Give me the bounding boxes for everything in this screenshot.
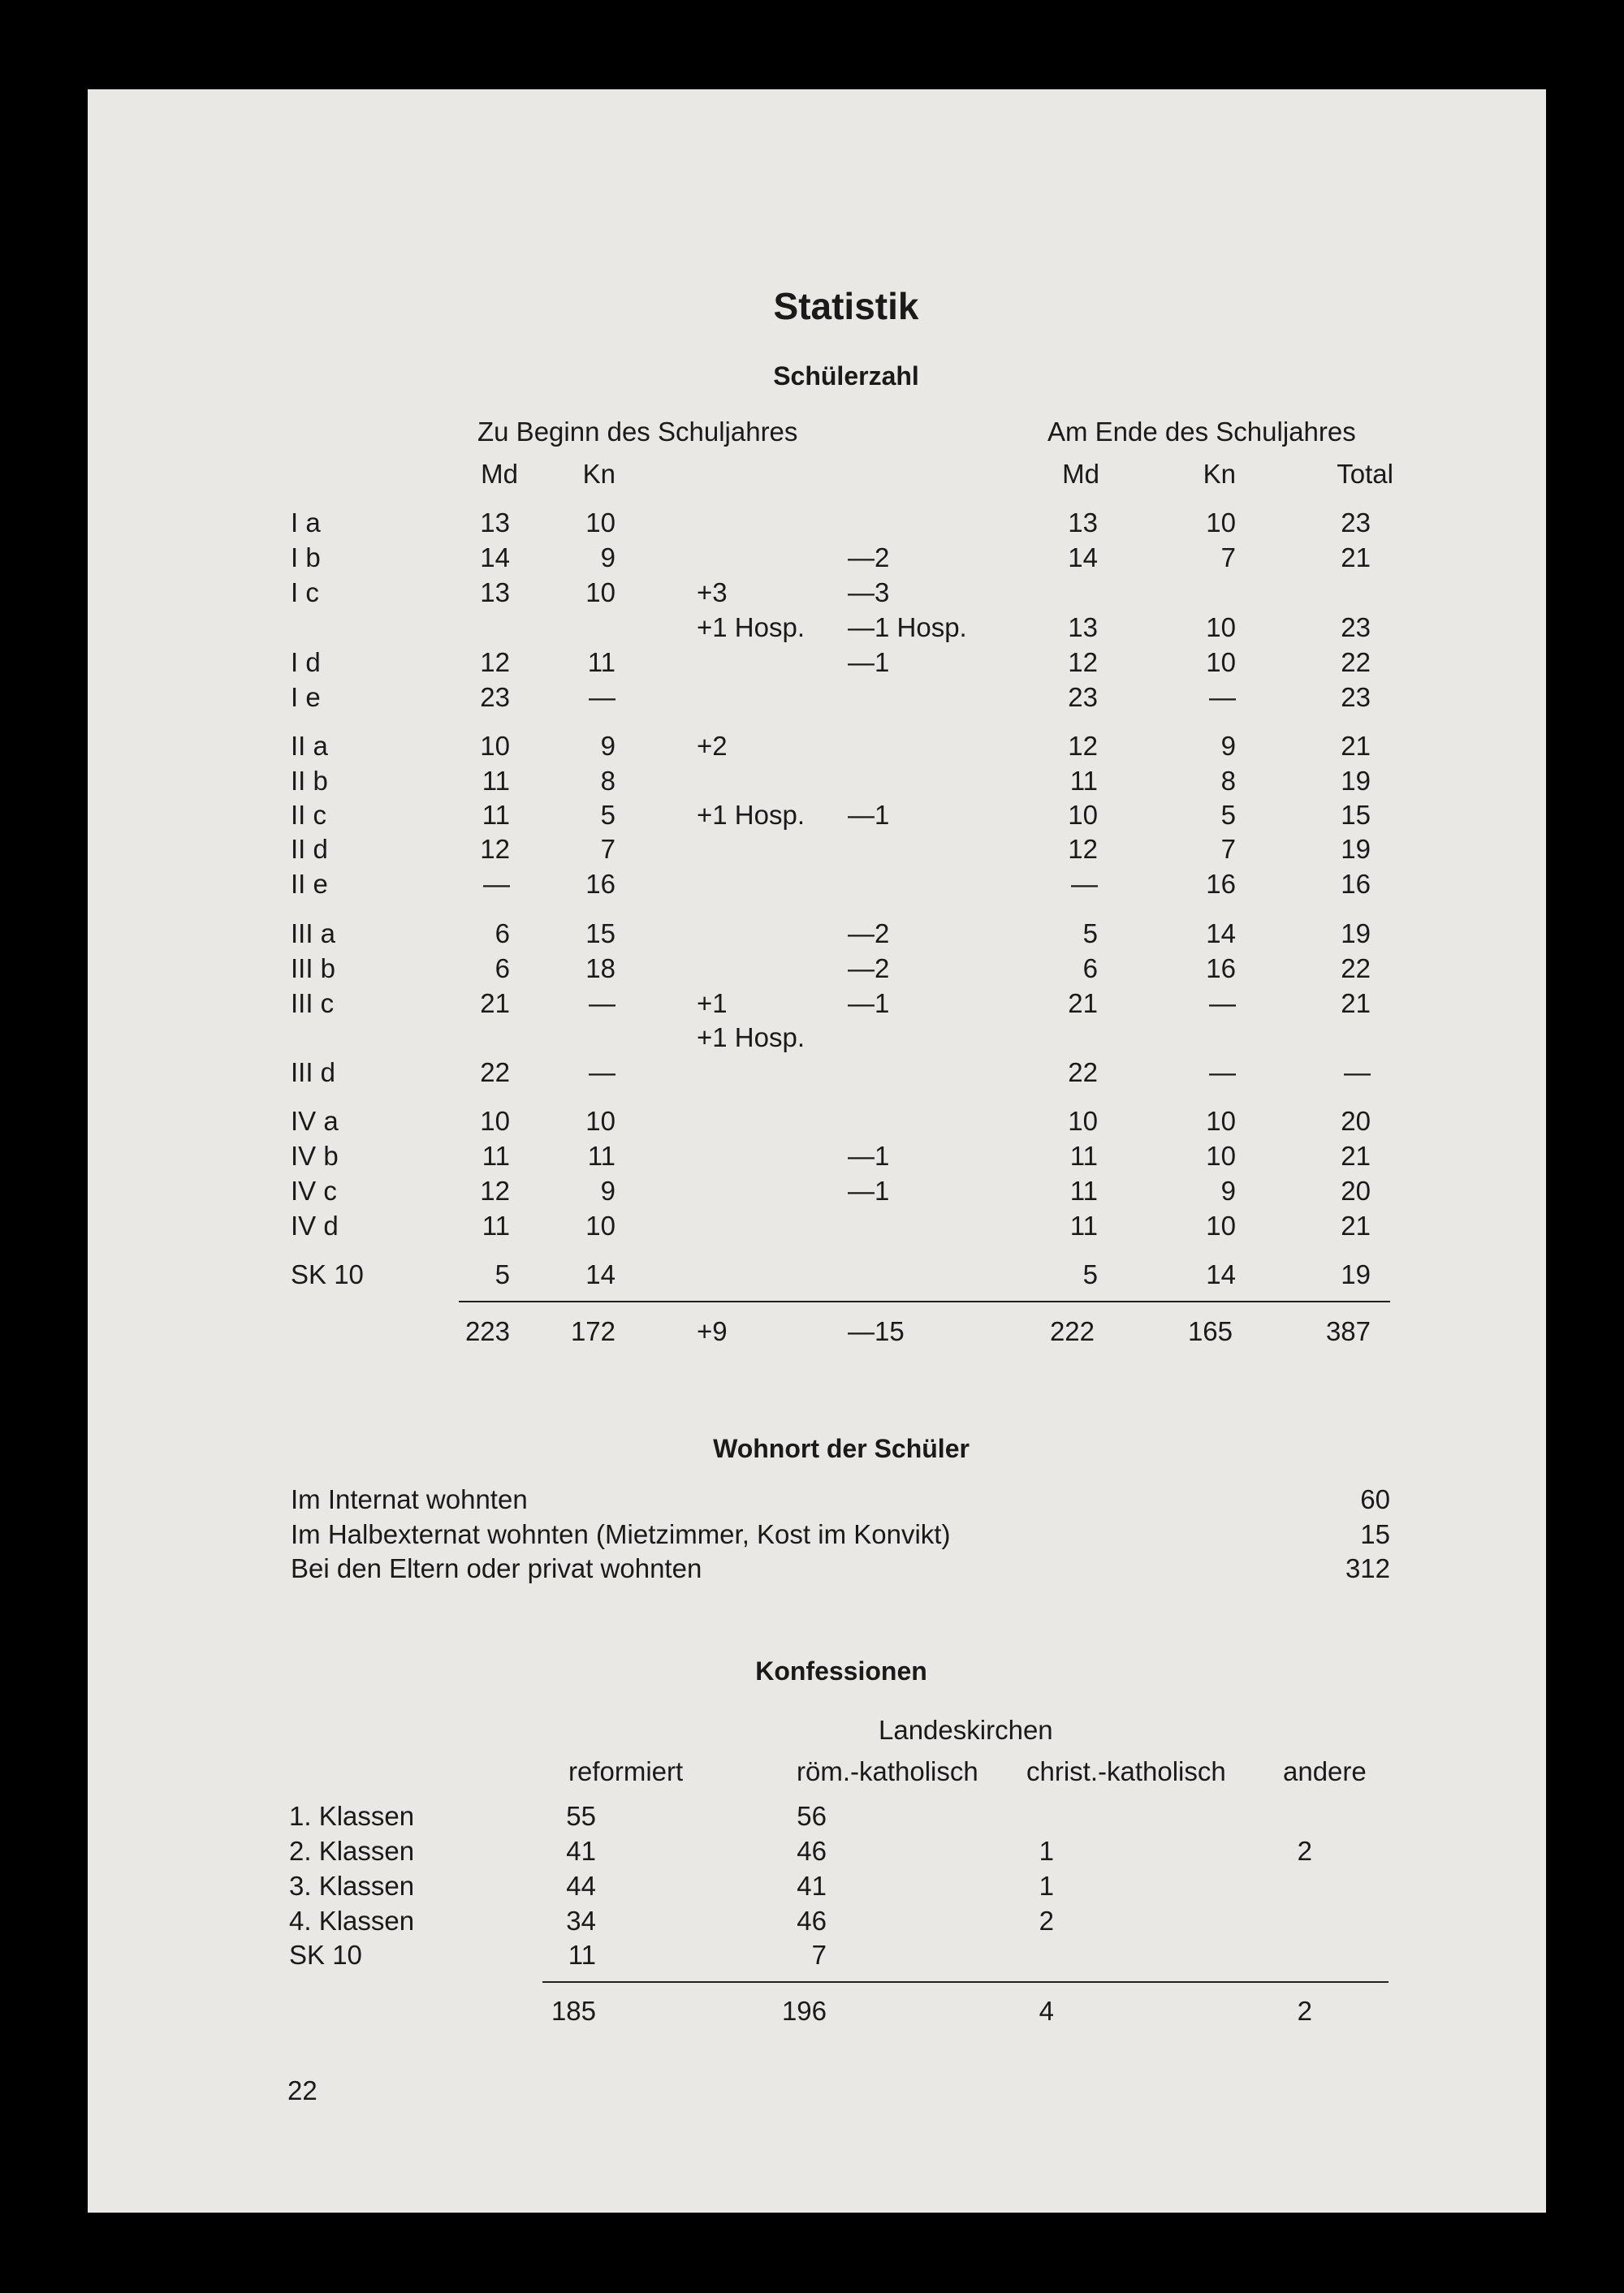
cell-zugang: +1 Hosp. <box>697 1022 805 1052</box>
total-zugang: +9 <box>697 1316 728 1346</box>
cell-abgang: —1 Hosp. <box>848 612 967 642</box>
cell-md-begin: 23 <box>480 682 510 712</box>
wohnort-label: Im Internat wohnten <box>291 1484 528 1514</box>
cell-total: 22 <box>1341 953 1371 983</box>
cell-zugang: +1 <box>697 988 728 1018</box>
cell-zugang: +2 <box>697 731 728 761</box>
cell-md-begin: 6 <box>495 918 510 948</box>
group-begin-label: Zu Beginn des Schuljahres <box>477 417 798 447</box>
cell-md-end: 14 <box>1068 542 1098 572</box>
cell-total: 19 <box>1341 1259 1371 1289</box>
cell-abgang: —1 <box>848 1141 890 1171</box>
cell-md-end: 10 <box>1068 1106 1098 1136</box>
cell-kn-begin: 9 <box>600 731 615 761</box>
cell-md-begin: 11 <box>482 1211 510 1241</box>
cell-abgang: —2 <box>848 953 890 983</box>
row-class-label: I a <box>291 507 321 538</box>
page-title: Statistik <box>773 285 919 327</box>
cell-kn-begin: 16 <box>585 869 615 899</box>
cell-md-end: 22 <box>1068 1057 1098 1087</box>
cell-kn-end: 10 <box>1206 1141 1236 1171</box>
cell-md-begin: 22 <box>480 1057 510 1087</box>
cell-md-end: 13 <box>1068 507 1098 538</box>
cell-zugang: +1 Hosp. <box>697 800 805 830</box>
cell-zugang: +1 Hosp. <box>697 612 805 642</box>
cell-reformiert: 55 <box>566 1801 596 1831</box>
row-class-label: IV a <box>291 1106 339 1136</box>
cell-total: 23 <box>1341 612 1371 642</box>
cell-total: 21 <box>1341 542 1371 572</box>
cell-kn-begin: — <box>589 682 615 712</box>
cell-md-begin: 11 <box>482 800 510 830</box>
cell-kn-begin: 10 <box>585 1106 615 1136</box>
cell-abgang: —1 <box>848 647 890 677</box>
cell-md-end: 12 <box>1068 834 1098 864</box>
cell-kn-begin: — <box>589 1057 615 1087</box>
konfession-row-label: 1. Klassen <box>289 1801 415 1831</box>
konfessionen-sum-rule <box>542 1981 1389 1983</box>
cell-kn-end: 9 <box>1220 1176 1236 1206</box>
konfessionen-heading: Konfessionen <box>755 1656 927 1686</box>
cell-kn-end: 10 <box>1206 612 1236 642</box>
cell-total: 21 <box>1341 731 1371 761</box>
total-roem-kath: 196 <box>781 1996 827 2026</box>
cell-kn-end: 14 <box>1206 1259 1236 1289</box>
cell-kn-end: 14 <box>1206 918 1236 948</box>
cell-kn-begin: 10 <box>585 507 615 538</box>
row-class-label: II b <box>291 766 328 796</box>
cell-md-begin: 5 <box>495 1259 510 1289</box>
cell-kn-end: 9 <box>1220 731 1236 761</box>
cell-zugang: +3 <box>697 577 728 607</box>
cell-total: 19 <box>1341 918 1371 948</box>
cell-total: 20 <box>1341 1176 1371 1206</box>
cell-total: 21 <box>1341 1141 1371 1171</box>
cell-total: 19 <box>1341 766 1371 796</box>
cell-md-end: — <box>1071 869 1098 899</box>
total-kn-begin: 172 <box>570 1316 615 1346</box>
cell-abgang: —1 <box>848 1176 890 1206</box>
cell-total: 23 <box>1341 682 1371 712</box>
total-abgang: —15 <box>848 1316 905 1346</box>
cell-kn-begin: 5 <box>600 800 615 830</box>
cell-total: 19 <box>1341 834 1371 864</box>
cell-kn-end: 16 <box>1206 953 1236 983</box>
wohnort-label: Im Halbexternat wohnten (Mietzimmer, Kost im Konvikt) <box>291 1519 951 1549</box>
konfession-col-header: andere <box>1283 1756 1367 1786</box>
cell-christ-kath: 1 <box>1039 1836 1054 1866</box>
cell-kn-end: 10 <box>1206 1106 1236 1136</box>
cell-roem-kath: 46 <box>797 1836 827 1866</box>
cell-kn-begin: 18 <box>585 953 615 983</box>
landeskirchen-label: Landeskirchen <box>879 1715 1053 1745</box>
cell-christ-kath: 1 <box>1039 1871 1054 1901</box>
wohnort-label: Bei den Eltern oder privat wohnten <box>291 1553 702 1583</box>
cell-kn-begin: 11 <box>587 647 615 677</box>
total-md-begin: 223 <box>464 1316 510 1346</box>
total-andere: 2 <box>1297 1996 1312 2026</box>
row-class-label: I d <box>291 647 321 677</box>
cell-kn-end: 8 <box>1220 766 1236 796</box>
cell-total: 23 <box>1341 507 1371 538</box>
row-class-label: IV d <box>291 1211 339 1241</box>
cell-total: 21 <box>1341 988 1371 1018</box>
cell-kn-begin: 14 <box>585 1259 615 1289</box>
col-kn-end: Kn <box>1203 459 1236 489</box>
cell-abgang: —1 <box>848 988 890 1018</box>
cell-abgang: —2 <box>848 542 890 572</box>
cell-reformiert: 44 <box>566 1871 596 1901</box>
cell-kn-end: 7 <box>1220 834 1236 864</box>
wohnort-value: 60 <box>1360 1484 1390 1514</box>
row-class-label: SK 10 <box>291 1259 364 1289</box>
cell-md-end: 11 <box>1069 1211 1098 1241</box>
cell-md-begin: 14 <box>480 542 510 572</box>
cell-total: — <box>1344 1057 1371 1087</box>
konfession-col-header: christ.-katholisch <box>1026 1756 1226 1786</box>
cell-reformiert: 34 <box>566 1906 596 1936</box>
cell-roem-kath: 46 <box>797 1906 827 1936</box>
col-md-end: Md <box>1062 459 1099 489</box>
cell-kn-end: — <box>1209 682 1236 712</box>
cell-andere: 2 <box>1297 1836 1312 1866</box>
row-class-label: II d <box>291 834 328 864</box>
konfession-row-label: 2. Klassen <box>289 1836 415 1866</box>
cell-kn-end: 7 <box>1220 542 1236 572</box>
row-class-label: IV c <box>291 1176 337 1206</box>
wohnort-heading: Wohnort der Schüler <box>713 1434 970 1463</box>
row-class-label: II c <box>291 800 327 830</box>
cell-kn-end: 5 <box>1220 800 1236 830</box>
cell-total: 21 <box>1341 1211 1371 1241</box>
row-class-label: III d <box>291 1057 336 1087</box>
page-number: 22 <box>287 2075 317 2105</box>
cell-kn-begin: 15 <box>585 918 615 948</box>
cell-kn-end: 10 <box>1206 647 1236 677</box>
cell-total: 22 <box>1341 647 1371 677</box>
schuelerzahl-sum-rule <box>459 1301 1390 1302</box>
cell-kn-begin: — <box>589 988 615 1018</box>
cell-md-end: 10 <box>1068 800 1098 830</box>
cell-roem-kath: 41 <box>797 1871 827 1901</box>
cell-md-end: 5 <box>1082 918 1098 948</box>
cell-md-end: 6 <box>1082 953 1098 983</box>
konfession-col-header: röm.-katholisch <box>797 1756 978 1786</box>
cell-md-begin: 12 <box>480 647 510 677</box>
konfession-row-label: SK 10 <box>289 1940 362 1970</box>
cell-md-end: 5 <box>1082 1259 1098 1289</box>
konfession-col-header: reformiert <box>568 1756 684 1786</box>
cell-roem-kath: 56 <box>797 1801 827 1831</box>
cell-md-begin: 13 <box>480 507 510 538</box>
cell-kn-begin: 8 <box>600 766 615 796</box>
col-md-begin: Md <box>481 459 518 489</box>
cell-md-end: 13 <box>1068 612 1098 642</box>
cell-md-end: 11 <box>1069 1176 1098 1206</box>
cell-abgang: —1 <box>848 800 890 830</box>
row-class-label: III a <box>291 918 336 948</box>
cell-md-begin: 13 <box>480 577 510 607</box>
cell-kn-begin: 9 <box>600 1176 615 1206</box>
row-class-label: II e <box>291 869 328 899</box>
cell-md-end: 11 <box>1069 766 1098 796</box>
cell-md-begin: 12 <box>480 1176 510 1206</box>
cell-christ-kath: 2 <box>1039 1906 1054 1936</box>
row-class-label: I e <box>291 682 321 712</box>
konfession-row-label: 4. Klassen <box>289 1906 415 1936</box>
col-total: Total <box>1337 459 1393 489</box>
cell-total: 16 <box>1341 869 1371 899</box>
cell-kn-begin: 11 <box>587 1141 615 1171</box>
row-class-label: IV b <box>291 1141 339 1171</box>
total-md-end: 222 <box>1049 1316 1095 1346</box>
cell-md-begin: 11 <box>482 766 510 796</box>
cell-kn-end: 10 <box>1206 1211 1236 1241</box>
cell-abgang: —3 <box>848 577 890 607</box>
cell-md-end: 11 <box>1069 1141 1098 1171</box>
konfession-row-label: 3. Klassen <box>289 1871 415 1901</box>
cell-abgang: —2 <box>848 918 890 948</box>
cell-total: 20 <box>1341 1106 1371 1136</box>
cell-md-begin: 10 <box>480 1106 510 1136</box>
cell-md-begin: 10 <box>480 731 510 761</box>
cell-kn-end: — <box>1209 988 1236 1018</box>
group-end-label: Am Ende des Schuljahres <box>1047 417 1356 447</box>
cell-kn-end: 10 <box>1206 507 1236 538</box>
wohnort-value: 312 <box>1345 1553 1390 1583</box>
row-class-label: III c <box>291 988 335 1018</box>
cell-kn-end: — <box>1209 1057 1236 1087</box>
row-class-label: II a <box>291 731 328 761</box>
col-kn-begin: Kn <box>582 459 615 489</box>
row-class-label: I c <box>291 577 319 607</box>
cell-kn-begin: 9 <box>600 542 615 572</box>
total-christ-kath: 4 <box>1039 1996 1054 2026</box>
cell-reformiert: 41 <box>566 1836 596 1866</box>
cell-total: 15 <box>1341 800 1371 830</box>
cell-md-begin: 12 <box>480 834 510 864</box>
cell-reformiert: 11 <box>568 1940 596 1970</box>
cell-md-end: 12 <box>1068 731 1098 761</box>
cell-kn-begin: 10 <box>585 1211 615 1241</box>
cell-md-begin: 21 <box>480 988 510 1018</box>
cell-kn-begin: 10 <box>585 577 615 607</box>
cell-md-begin: — <box>483 869 510 899</box>
cell-md-end: 23 <box>1068 682 1098 712</box>
row-class-label: I b <box>291 542 321 572</box>
document-page <box>88 89 1546 2213</box>
schuelerzahl-heading: Schülerzahl <box>773 361 919 391</box>
row-class-label: III b <box>291 953 336 983</box>
cell-md-begin: 6 <box>495 953 510 983</box>
cell-md-begin: 11 <box>482 1141 510 1171</box>
cell-roem-kath: 7 <box>811 1940 827 1970</box>
total-reformiert: 185 <box>551 1996 596 2026</box>
wohnort-value: 15 <box>1360 1519 1390 1549</box>
cell-md-end: 12 <box>1068 647 1098 677</box>
total-kn-end: 165 <box>1187 1316 1233 1346</box>
total-total: 387 <box>1325 1316 1371 1346</box>
cell-kn-end: 16 <box>1206 869 1236 899</box>
cell-kn-begin: 7 <box>600 834 615 864</box>
cell-md-end: 21 <box>1068 988 1098 1018</box>
